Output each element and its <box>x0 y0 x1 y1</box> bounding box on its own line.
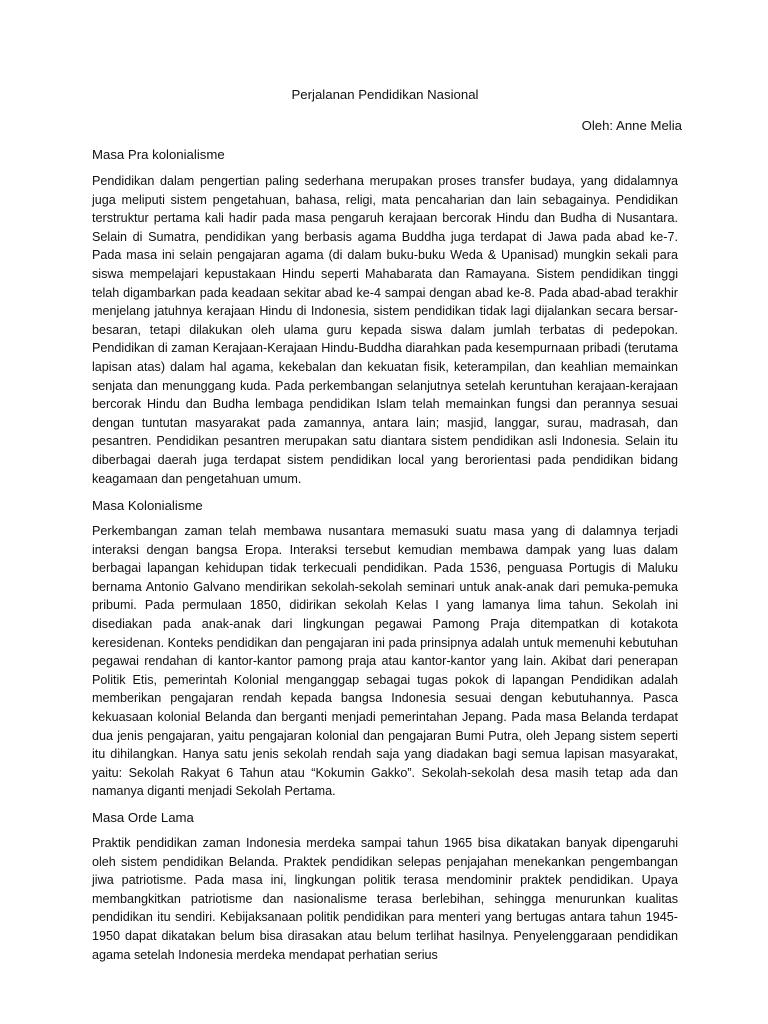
section-paragraph-kolonialisme: Perkembangan zaman telah membawa nusantara memasuki suatu masa yang di dalamnya terjadi interaksi dengan bangsa Eropa. Interaksi tersebut kemudian membawa dampak yang luas dalam berbagai lapangan kehidupan tidak terkecuali pendidikan. Pada 1536, penguasa Portugis di Maluku bernama Antonio Galvano mendirikan sekolah-sekolah seminari untuk anak-anak dari pemuka-pemuka pribumi. Pada permulaan 1850, didirikan sekolah Kelas I yang lamanya lima tahun. Sekolah ini disediakan pada anak-anak dari lingkungan pegawai Pamong Praja ditempatkan di kotakota keresidenan. Konteks pendidikan dan pengajaran ini pada prinsipnya adalah untuk memenuhi kebutuhan pegawai rendahan di kantor-kantor pamong praja atau kantor-kantor yang lain. Akibat dari penerapan Politik Etis, pemerintah Kolonial menganggap sebagai tugas pokok di lapangan Pendidikan adalah memberikan pengajaran rendah kepada bangsa Indonesia sesuai dengan kebutuhannya. Pasca kekuasaan kolonial Belanda dan berganti menjadi pemerintahan Jepang. Pada masa Belanda terdapat dua jenis pengajaran, yaitu pengajaran kolonial dan pengajaran Bumi Putra, oleh Jepang sistem seperti itu dihilangkan. Hanya satu jenis sekolah rendah saja yang diadakan bagi semua lapisan masyarakat, yaitu: Sekolah Rakyat 6 Tahun atau “Kokumin Gakko”. Sekolah-sekolah desa masih tetap ada dan namanya diganti menjadi Sekolah Pertama. <box>92 524 678 799</box>
document-title: Perjalanan Pendidikan Nasional <box>291 87 479 102</box>
author-byline: Oleh: Anne Melia <box>581 118 682 133</box>
section-heading-kolonialisme: Masa Kolonialisme <box>92 498 203 514</box>
section-heading-orde-lama: Masa Orde Lama <box>92 810 194 825</box>
section-paragraph-pra-kolonialisme: Pendidikan dalam pengertian paling sederhana merupakan proses transfer budaya, yang didalamnya juga meliputi sistem pengetahuan, bahasa, religi, mata pencaharian dan lain sebagainya. Pendidikan terstruktur pertama kali hadir pada masa pengaruh kerajaan bercorak Hindu dan Budha di Nusantara. Selain di Sumatra, pendidikan yang berbasis agama Buddha juga terdapat di Jawa pada abad ke-7. Pada masa ini selain pengajaran agama (di dalam buku-buku Weda & Upanisad) mungkin sekali para siswa mempelajari kepustakaan Hindu seperti Mahabarata dan Ramayana. Sistem pendidikan tinggi telah digambarkan pada keadaan sekitar abad ke-4 sampai dengan abad ke-8. Pada abad-abad terakhir menjelang jatuhnya kerajaan Hindu di Indonesia, sistem pendidikan tidak lagi dijalankan secara bersar-besaran, tetapi dilakukan oleh ulama guru kepada siswa dalam jumlah terbatas di pedepokan. Pendidikan di zaman Kerajaan-Kerajaan Hindu-Buddha diarahkan pada kesempurnaan pribadi (terutama lapisan atas) dalam hal agama, kekebalan dan kekuatan fisik, keterampilan, dan keahlian memainkan senjata dan menunggang kuda. Pada perkembangan selanjutnya setelah keruntuhan kerajaan-kerajaan bercorak Hindu dan Budha lembaga pendidikan Islam telah memainkan fungsi dan perannya sesuai dengan tuntutan masyarakat pada zamannya, antara lain; masjid, langgar, surau, madrasah, dan pesantren. Pendidikan pesantren merupakan satu diantara sistem pendidikan asli Indonesia. Selain itu diberbagai daerah juga terdapat sistem pendidikan local yang berorientasi pada pendidikan bidang keagamaan dan pengetahuan umum. <box>92 174 678 486</box>
section-heading-pra-kolonialisme: Masa Pra kolonialisme <box>92 147 225 162</box>
section-paragraph-orde-lama: Praktik pendidikan zaman Indonesia merdeka sampai tahun 1965 bisa dikatakan banyak dipengaruhi oleh sistem pendidikan Belanda. Praktek pendidikan selepas penjajahan menekankan pengembangan jiwa patriotisme. Pada masa ini, lingkungan politik terasa mendominir praktek pendidikan. Upaya membangkitkan patriotisme dan nasionalisme terasa berlebihan, sehingga menurunkan kualitas pendidikan itu sendiri. Kebijaksanaan politik pendidikan para menteri yang bertugas antara tahun 1945-1950 dapat dikatakan belum bisa dirasakan atau belum terlihat hasilnya. Penyelenggaraan pendidikan agama setelah Indonesia merdeka mendapat perhatian serius <box>92 836 678 962</box>
